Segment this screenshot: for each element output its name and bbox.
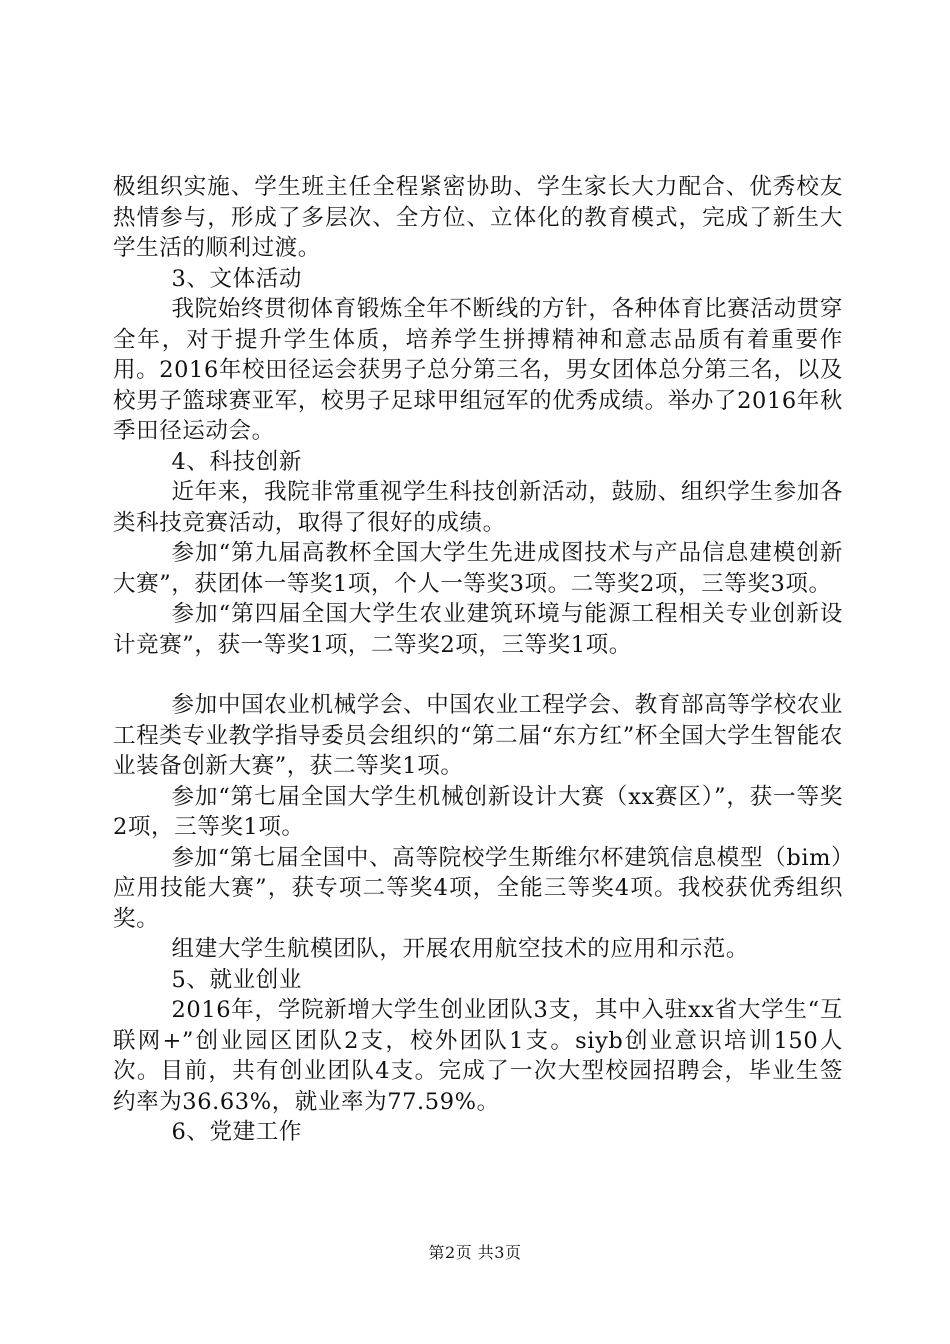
section-heading-party-building: 6、党建工作 bbox=[171, 1119, 302, 1145]
paragraph-award-gaojiaobei: 参加“第九届高教杯全国大学生先进成图技术与产品信息建模创新大赛”，获团体一等奖1项，个人一等奖3项。二等奖2项，三等奖3项。 bbox=[113, 540, 843, 597]
paragraph-employment: 2016年，学院新增大学生创业团队3支，其中入驻xx省大学生“互联网+”创业园区团队2支，校外团队1支。siyb创业意识培训150人次。目前，共有创业团队4支。完成了一次大型校园招聘会，毕业生签约率为36.63%，就业率为77.59%。 bbox=[113, 997, 843, 1115]
paragraph-tech-intro: 近年来，我院非常重视学生科技创新活动，鼓励、组织学生参加各类科技竞赛活动，取得了很好的成绩。 bbox=[113, 479, 843, 536]
section-heading-culture-sports: 3、文体活动 bbox=[171, 265, 302, 292]
paragraph-award-bim: 参加“第七届全国中、高等院校学生斯维尔杯建筑信息模型（bim）应用技能大赛”，获专项二等奖4项，全能三等奖4项。我校获优秀组织奖。 bbox=[113, 844, 843, 932]
paragraph-award-agri-building: 参加“第四届全国大学生农业建筑环境与能源工程相关专业创新设计竞赛”，获一等奖1项，二等奖2项，三等奖1项。 bbox=[113, 601, 843, 658]
paragraph-award-mechanical: 参加“第七届全国大学生机械创新设计大赛（xx赛区）”，获一等奖2项，三等奖1项。 bbox=[113, 783, 843, 840]
paragraph-continuation: 极组织实施、学生班主任全程紧密协助、学生家长大力配合、优秀校友热情参与，形成了多层次、全方位、立体化的教育模式，完成了新生大学生活的顺利过渡。 bbox=[113, 174, 843, 261]
section-heading-employment: 5、就业创业 bbox=[171, 966, 302, 993]
page-footer: 第2页 共3页 bbox=[428, 1243, 522, 1262]
paragraph-aero-model-team: 组建大学生航模团队，开展农用航空技术的应用和示范。 bbox=[171, 936, 750, 962]
document-body bbox=[113, 172, 843, 1148]
paragraph-award-dongfanghong: 参加中国农业机械学会、中国农业工程学会、教育部高等学校农业工程类专业教学指导委员会组织的“第二届“东方红”杯全国大学生智能农业装备创新大赛”，获二等奖1项。 bbox=[113, 692, 843, 779]
blank-line bbox=[113, 660, 843, 690]
paragraph-sports: 我院始终贯彻体育锻炼全年不断线的方针，各种体育比赛活动贯穿全年，对于提升学生体质，培养学生拼搏精神和意志品质有着重要作用。2016年校田径运会获男子总分第三名，男女团体总分第三名，以及校男子篮球赛亚军，校男子足球甲组冠军的优秀成绩。举办了2016年秋季田径运动会。 bbox=[113, 296, 843, 444]
section-heading-tech-innovation: 4、科技创新 bbox=[171, 448, 302, 475]
